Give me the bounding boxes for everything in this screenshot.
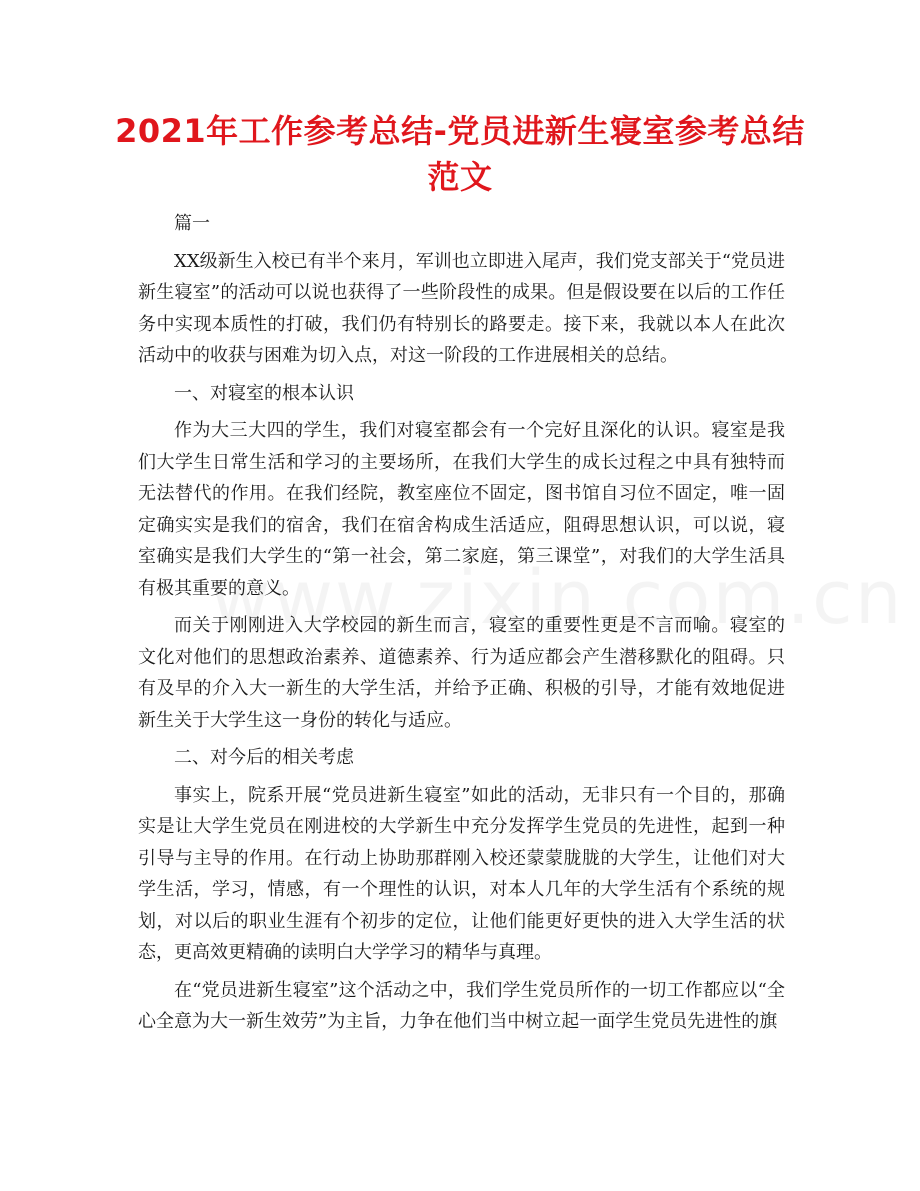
paragraph: 作为大三大四的学生，我们对寝室都会有一个完好且深化的认识。寝室是我们大学生日常生活和学习的主要场所，在我们大学生的成长过程之中具有独特而无法替代的作用。在我们经院，教室座位不固定，图书馆自习位不固定，唯一固定确实实是我们的宿舍，我们在宿舍构成生活适应，阻碍思想认识，可以说，寝室确实是我们大学生的“第一社会，第二家庭，第三课堂”，对我们的大学生活具有极其重要的意义。 [138, 420, 785, 599]
section-heading: 一、对寝室的根本认识 [174, 382, 354, 404]
paragraph: XX级新生入校已有半个来月，军训也立即进入尾声，我们党支部关于“党员进新生寝室”的活动可以说也获得了一些阶段性的成果。但是假设要在以后的工作任务中实现本质性的打破，我们仍有特别长的路要走。接下来，我就以本人在此次活动中的收获与困难为切入点，对这一阶段的工作进展相关的总结。 [138, 250, 785, 366]
paragraph: 事实上，院系开展“党员进新生寝室”如此的活动，无非只有一个目的，那确实是让大学生党员在刚进校的大学新生中充分发挥学生党员的先进性，起到一种引导与主导的作用。在行动上协助那群刚入校还蒙蒙胧胧的大学生，让他们对大学生活，学习，情感，有一个理性的认识，对本人几年的大学生活有个系统的规划，对以后的职业生涯有个初步的定位，让他们能更好更快的进入大学生活的状态，更高效更精确的读明白大学学习的精华与真理。 [138, 784, 785, 963]
paragraph: 在“党员进新生寝室”这个活动之中，我们学生党员所作的一切工作都应以“全心全意为大一新生效劳”为主旨，力争在他们当中树立起一面学生党员先进性的旗 [138, 979, 785, 1032]
document-body [138, 208, 785, 1044]
document-title: 2021年工作参考总结-党员进新生寝室参考总结范文 [115, 112, 805, 196]
section-label: 篇一 [174, 213, 210, 234]
section-heading: 二、对今后的相关考虑 [174, 747, 354, 768]
paragraph: 而关于刚刚进入大学校园的新生而言，寝室的重要性更是不言而喻。寝室的文化对他们的思想政治素养、道德素养、行为适应都会产生潜移默化的阻碍。只有及早的介入大一新生的大学生活，并给予正确、积极的引导，才能有效地促进新生关于大学生这一身份的转化与适应。 [138, 615, 785, 731]
